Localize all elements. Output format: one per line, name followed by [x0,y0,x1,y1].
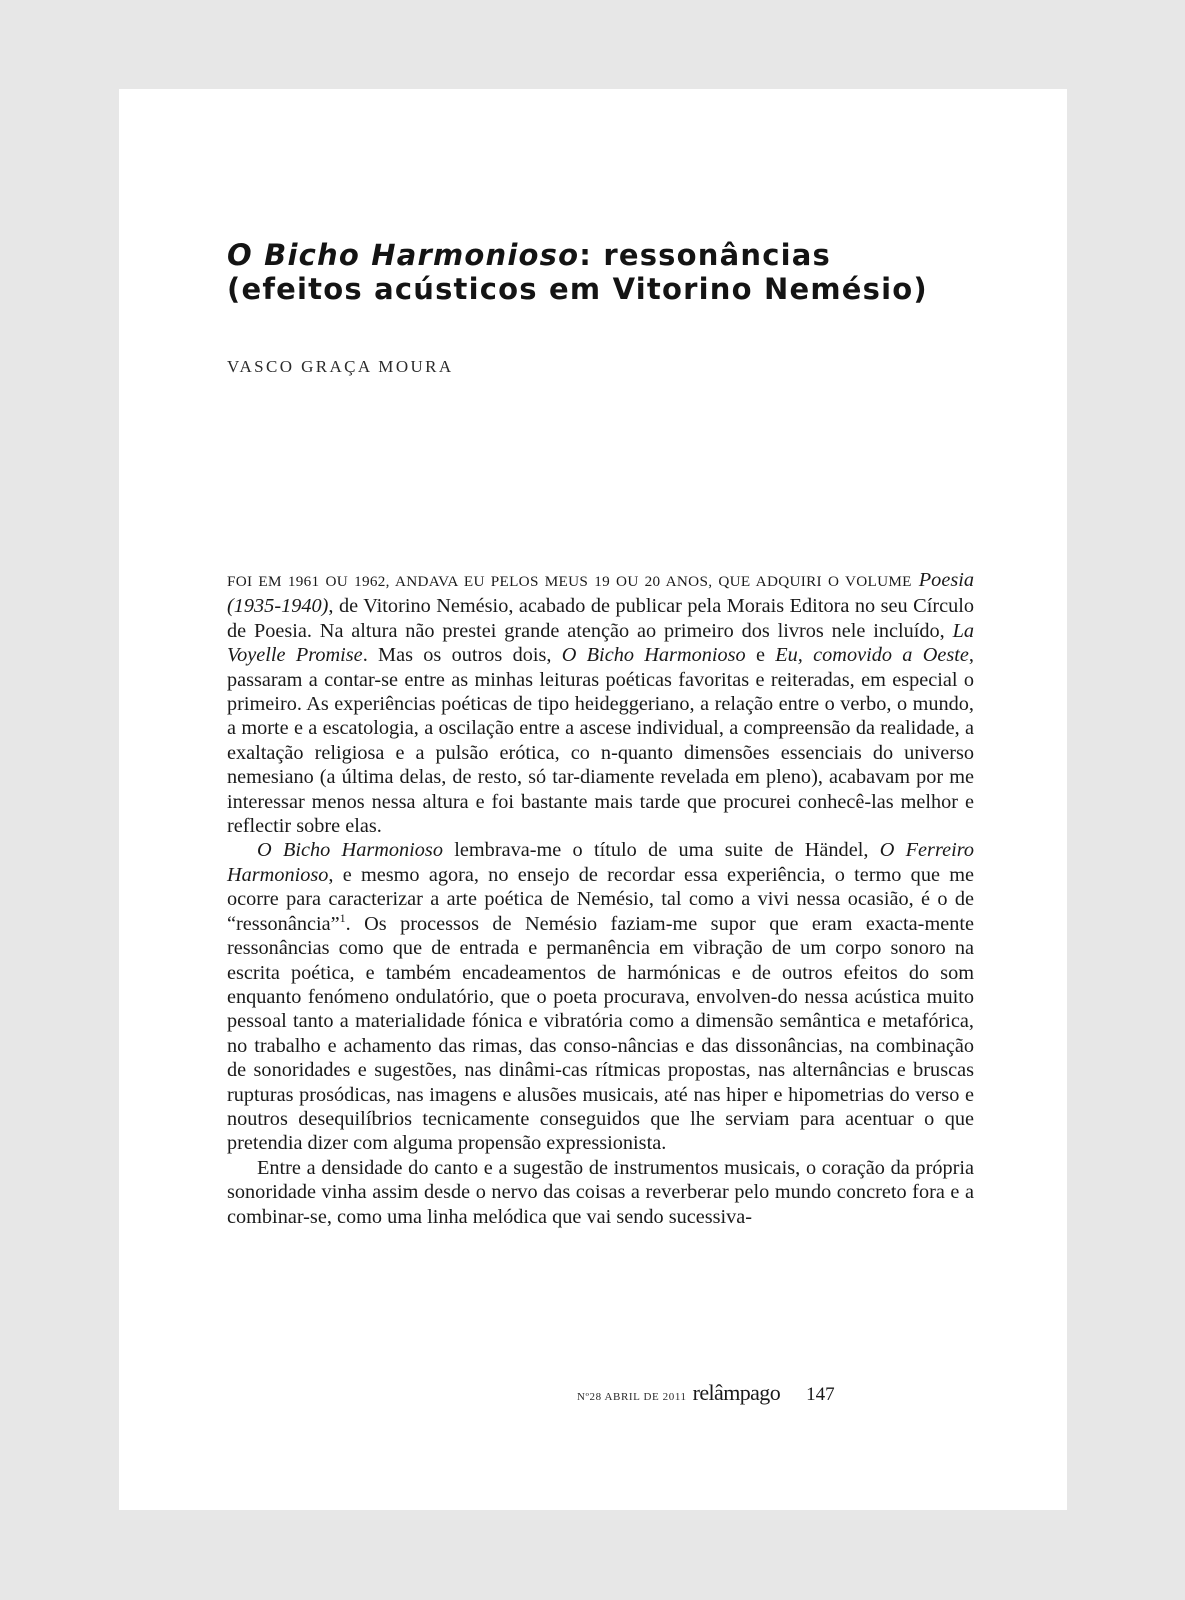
article-title [227,238,987,306]
paragraph-text: . Os processos de Nemésio faziam-me supor que eram exacta-mente ressonâncias como que de entrada e permanência em vibração de um corpo sonoro na escrita poética, e também encadeamentos de harmónicas e de outros efeitos do som enquanto fenómeno ondulatório, que o poeta procurava, envolven-do nessa acústica muito pessoal tanto a materialidade fónica e vibratória como a dimensão semântica e metafórica, no trabalho e achamento das rimas, das conso-nâncias e das dissonâncias, na combinação de sonoridades e sugestões, nas dinâmi-cas rítmicas propostas, nas alternâncias e bruscas rupturas prosódicas, nas imagens e alusões musicais, até nas hiper e hipometrias do verso e noutros desequilíbrios tecnicamente conseguidos que lhe serviam para acentuar o que pretendia dizer com alguma propensão expressionista. [227,912,974,1155]
footnote-marker[interactable]: 1 [339,910,346,925]
lead-in: FOI EM 1961 OU 1962, ANDAVA EU PELOS MEUS 19 OU 20 ANOS, QUE ADQUIRI O VOLUME [227,573,912,590]
book-title: O Ferreiro Harmonioso [227,839,974,886]
book-title: Eu, comovido a Oeste [775,644,969,667]
book-title: Poesia (1935-1940) [227,569,974,618]
document-page [119,89,1067,1510]
title-line-2: (efeitos acústicos em Vitorino Nemésio) [227,272,928,306]
book-title: La Voyelle Promise [227,619,974,667]
paragraph-text: , passaram a contar-se entre as minhas leituras poéticas favoritas e reiteradas, em especial o primeiro. As experiências poéticas de tipo heideggeriano, a relação entre o verbo, o mundo, a morte e a escatologia, a oscilação entre a ascese individual, a compreensão da realidade, a exaltação religiosa e a pulsão erótica, co n-quanto dimensões essenciais do universo nemesiano (a última delas, de resto, só tar-diamente revelada em pleno), acabavam por me interessar menos nessa altura e foi bastante mais tarde que procurei conhecê-las melhor e reflectir sobre elas. [227,644,974,838]
page-number: 147 [806,1384,835,1405]
issue-info: Nº28 ABRIL DE 2011 [577,1391,687,1403]
article-body [227,568,974,1229]
title-italic: O Bicho Harmonioso [227,238,580,272]
book-title: O Bicho Harmonioso [561,644,746,667]
page-footer [577,1380,835,1406]
title-rest: : ressonâncias [579,238,831,272]
paragraph-text: , e mesmo agora, no ensejo de recordar essa experiência, o termo que me ocorre para caracterizar a arte poética de Nemésio, tal como a vivi nessa ocasião, é o de “ressonância” [227,863,974,935]
magazine-name: relâmpago [692,1380,781,1405]
paragraph-text: lembrava-me o título de uma suite de Händel, [442,839,880,862]
paragraph-text: , de Vitorino Nemésio, acabado de publicar pela Morais Editora no seu Círculo de Poesia. Na altura não prestei grande atenção ao primeiro dos livros nele incluído, [227,595,974,642]
paragraph-2 [227,838,974,1155]
author-name: VASCO GRAÇA MOURA [227,357,454,376]
paragraph-3: Entre a densidade do canto e a sugestão de instrumentos musicais, o coração da própria sonoridade vinha assim desde o nervo das coisas a reverberar pelo mundo concreto fora e a combinar-se, como uma linha melódica que vai sendo sucessiva- [227,1156,974,1228]
paragraph-1 [227,568,974,838]
paragraph-text: e [745,644,776,667]
book-title: O Bicho Harmonioso [257,839,443,862]
paragraph-text: . Mas os outros dois, [362,644,562,667]
